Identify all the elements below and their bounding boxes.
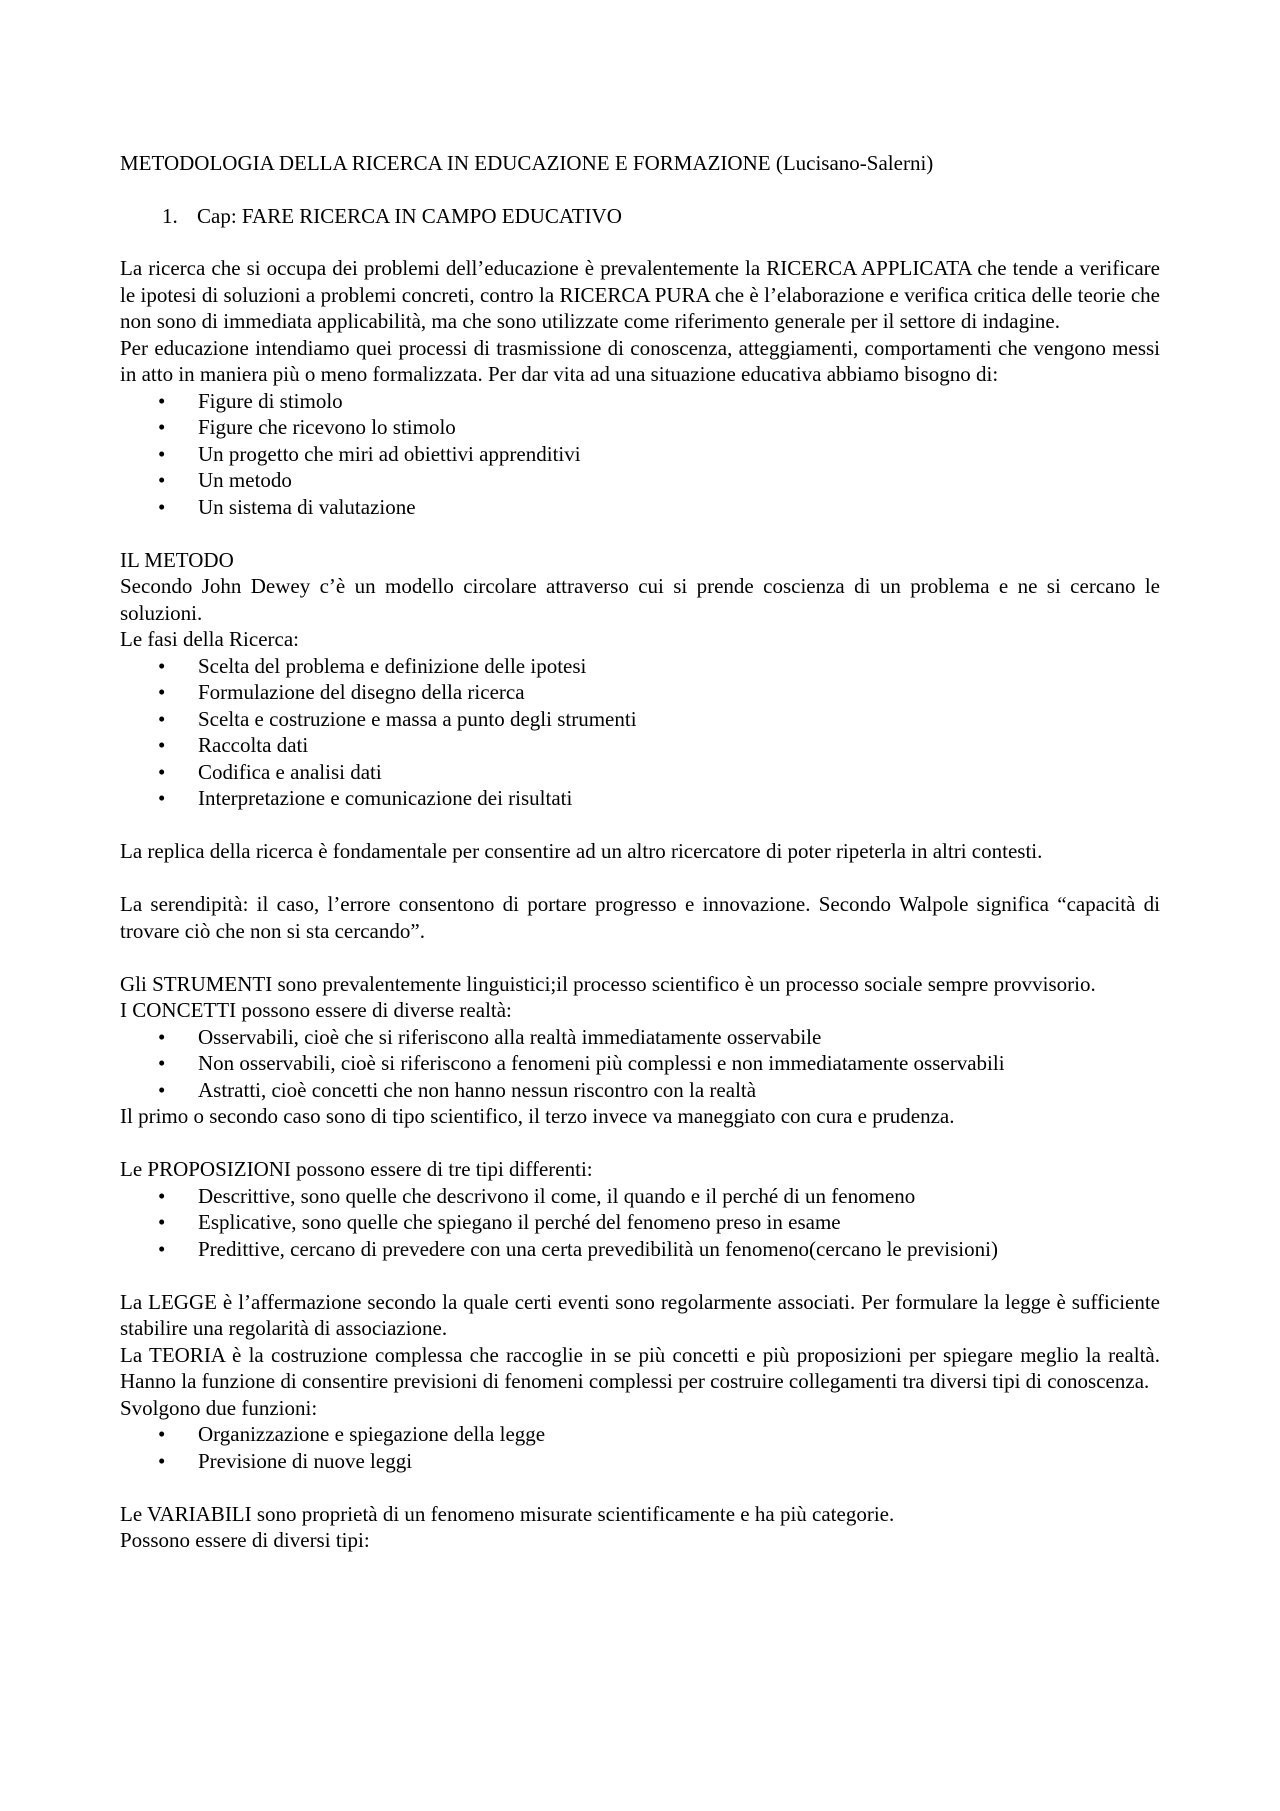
list-item: • Previsione di nuove leggi [120, 1448, 1160, 1475]
list-item: • Scelta del problema e definizione delle ipotesi [120, 653, 1160, 680]
paragraph-funzioni: Svolgono due funzioni: [120, 1395, 318, 1420]
paragraph-proposizioni: Le PROPOSIZIONI possono essere di tre tipi differenti: [120, 1157, 593, 1181]
list-item: • Descrittive, sono quelle che descrivono il come, il quando e il perché di un fenomeno [120, 1183, 1160, 1210]
paragraph-teoria: La TEORIA è la costruzione complessa che raccoglie in se più concetti e più proposizioni per spiegare meglio la realtà. Hanno la funzione di consentire previsioni di fenomeni complessi per costruire collegamenti tra diversi tipi di conoscenza. [120, 1342, 1160, 1393]
list-item: • Un metodo [120, 467, 1160, 494]
list-item: • Codifica e analisi dati [120, 759, 1160, 786]
spacer [120, 865, 1160, 892]
spacer [120, 1130, 1160, 1157]
paragraph-strumenti: Gli STRUMENTI sono prevalentemente linguistici;il processo scientifico è un processo sociale sempre provvisorio. [120, 971, 1096, 996]
spacer [120, 1474, 1160, 1501]
list-situazione-educativa [120, 388, 1160, 521]
paragraph-variabili: Le VARIABILI sono proprietà di un fenomeno misurate scientificamente e ha più categorie. [120, 1501, 895, 1526]
spacer [120, 944, 1160, 971]
paragraph-replica: La replica della ricerca è fondamentale per consentire ad un altro ricercatore di poter ripeterla in altri contesti. [120, 839, 1043, 863]
paragraph-ricerca-applicata: La ricerca che si occupa dei problemi dell’educazione è prevalentemente la RICERCA APPLICATA che tende a verificare le ipotesi di soluzioni a problemi concreti, contro la RICERCA PURA che è l’elaborazione e verifica critica delle teorie che non sono di immediata applicabilità, ma che sono utilizzate come riferimento generale per il settore di indagine. [120, 256, 1160, 333]
list-item: • Figure di stimolo [120, 388, 1160, 415]
list-item: • Un sistema di valutazione [120, 494, 1160, 521]
list-item: • Un progetto che miri ad obiettivi apprenditivi [120, 441, 1160, 468]
chapter-number: 1. [162, 203, 178, 228]
list-item: • Formulazione del disegno della ricerca [120, 679, 1160, 706]
chapter-heading [120, 203, 1160, 230]
list-item: • Astratti, cioè concetti che non hanno nessun riscontro con la realtà [120, 1077, 1160, 1104]
paragraph-legge: La LEGGE è l’affermazione secondo la quale certi eventi sono regolarmente associati. Per formulare la legge è sufficiente stabilire una regolarità di associazione. [120, 1289, 1160, 1340]
list-item: • Non osservabili, cioè si riferiscono a fenomeni più complessi e non immediatamente osservabili [120, 1050, 1160, 1077]
paragraph-serendipita: La serendipità: il caso, l’errore consentono di portare progresso e innovazione. Secondo Walpole significa “capacità di trovare ciò che non si sta cercando”. [120, 892, 1160, 943]
paragraph-primo-secondo-caso: Il primo o secondo caso sono di tipo scientifico, il terzo invece va maneggiato con cura e prudenza. [120, 1104, 955, 1128]
list-item: • Predittive, cercano di prevedere con una certa prevedibilità un fenomeno(cercano le previsioni) [120, 1236, 1160, 1263]
paragraph-concetti: I CONCETTI possono essere di diverse realtà: [120, 998, 512, 1022]
list-item: • Organizzazione e spiegazione della legge [120, 1421, 1160, 1448]
spacer [120, 520, 1160, 547]
list-item: • Figure che ricevono lo stimolo [120, 414, 1160, 441]
list-item: • Interpretazione e comunicazione dei risultati [120, 785, 1160, 812]
list-funzioni [120, 1421, 1160, 1474]
document-title: METODOLOGIA DELLA RICERCA IN EDUCAZIONE E FORMAZIONE (Lucisano-Salerni) [120, 151, 934, 175]
list-item: • Esplicative, sono quelle che spiegano il perché del fenomeno preso in esame [120, 1209, 1160, 1236]
spacer [120, 1262, 1160, 1289]
spacer [120, 812, 1160, 839]
section-heading-metodo: IL METODO [120, 547, 234, 572]
paragraph-tipi-variabili: Possono essere di diversi tipi: [120, 1528, 370, 1552]
chapter-title: Cap: FARE RICERCA IN CAMPO EDUCATIVO [197, 203, 622, 228]
list-proposizioni [120, 1183, 1160, 1263]
paragraph-educazione: Per educazione intendiamo quei processi di trasmissione di conoscenza, atteggiamenti, comportamenti che vengono messi in atto in maniera più o meno formalizzata. Per dar vita ad una situazione educativa abbiamo bisogno di: [120, 335, 1160, 386]
paragraph-dewey: Secondo John Dewey c’è un modello circolare attraverso cui si prende coscienza di un problema e ne si cercano le soluzioni. [120, 574, 1160, 625]
paragraph-fasi-ricerca: Le fasi della Ricerca: [120, 627, 299, 651]
list-concetti [120, 1024, 1160, 1104]
list-item: • Raccolta dati [120, 732, 1160, 759]
list-item: • Osservabili, cioè che si riferiscono alla realtà immediatamente osservabile [120, 1024, 1160, 1051]
list-item: • Scelta e costruzione e massa a punto degli strumenti [120, 706, 1160, 733]
list-fasi-ricerca [120, 653, 1160, 812]
